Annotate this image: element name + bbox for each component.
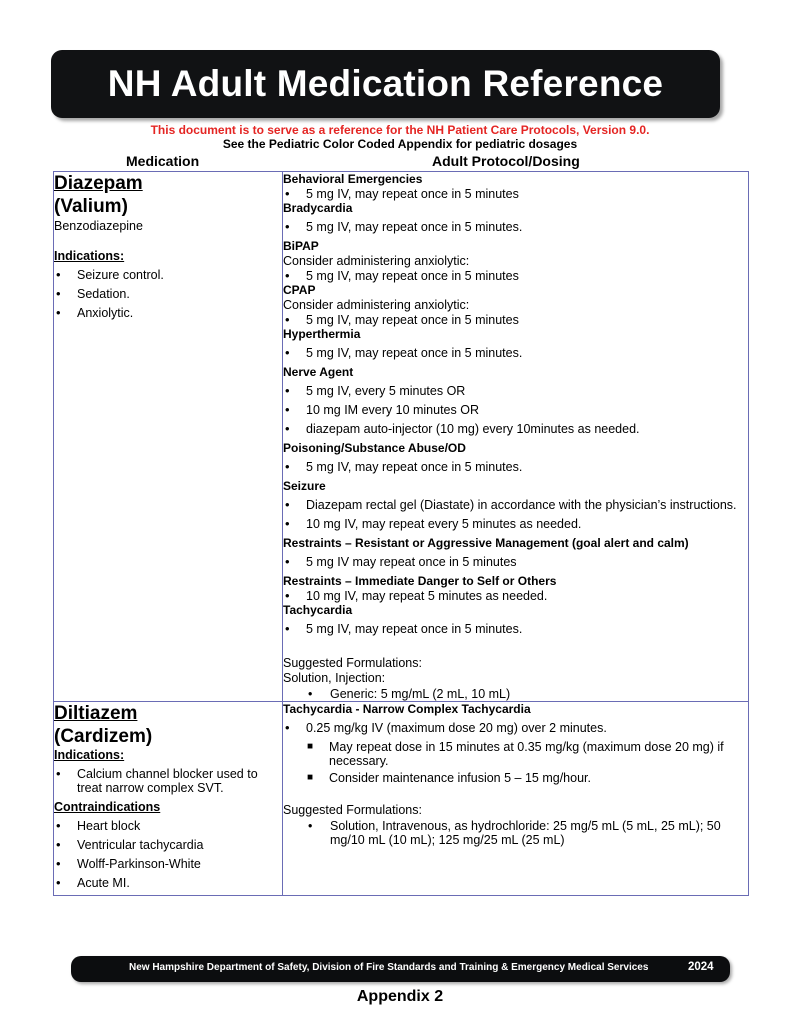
contraindications-list — [54, 819, 282, 890]
list-item: • 5 mg IV, may repeat once in 5 minutes. — [283, 220, 748, 234]
footer-text: New Hampshire Department of Safety, Division of Fire Standards and Training & Emergency Medical Services — [129, 962, 649, 973]
list-item: • Sedation. — [54, 287, 282, 301]
indications-list — [54, 767, 282, 795]
formulation-list — [283, 687, 748, 701]
protocol-heading: Hyperthermia — [283, 327, 361, 341]
list-item: • 5 mg IV, may repeat once in 5 minutes — [283, 313, 748, 327]
diazepam-protocol-cell — [283, 172, 749, 702]
sub-dose-list — [283, 740, 748, 785]
pediatric-note: See the Pediatric Color Coded Appendix for pediatric dosages — [222, 137, 578, 151]
dose-list — [283, 721, 748, 735]
list-item: • 5 mg IV, may repeat once in 5 minutes. — [283, 460, 748, 474]
list-item: • 5 mg IV, may repeat once in 5 minutes — [283, 269, 748, 283]
table-row-diazepam — [54, 172, 749, 702]
title-banner — [51, 50, 720, 118]
list-item: • Calcium channel blocker used to treat narrow complex SVT. — [54, 767, 282, 795]
dose-list — [283, 384, 748, 436]
list-item: • Generic: 5 mg/mL (2 mL, 10 mL) — [306, 687, 748, 701]
table-row-diltiazem — [54, 702, 749, 896]
drug-name: Diazepam — [54, 173, 143, 194]
indications-heading: Indications: — [54, 748, 125, 762]
protocol-heading: Restraints – Immediate Danger to Self or Others — [283, 574, 557, 588]
list-item: • Diazepam rectal gel (Diastate) in accordance with the physician’s instructions. — [283, 498, 748, 512]
list-item: ■ Consider maintenance infusion 5 – 15 mg/hour. — [306, 771, 748, 785]
list-item: • Heart block — [54, 819, 282, 833]
list-item: • 10 mg IV, may repeat 5 minutes as needed. — [283, 589, 748, 603]
dose-list — [283, 346, 748, 360]
dose-list — [283, 313, 748, 327]
protocol-heading: Behavioral Emergencies — [283, 172, 423, 186]
drug-brand: (Cardizem) — [54, 726, 153, 747]
list-item: • 0.25 mg/kg IV (maximum dose 20 mg) over 2 minutes. — [283, 721, 748, 735]
drug-brand: (Valium) — [54, 196, 128, 217]
dose-list — [283, 589, 748, 603]
list-item: • 10 mg IV, may repeat every 5 minutes as needed. — [283, 517, 748, 531]
drug-class: Benzodiazepine — [54, 219, 143, 233]
list-item: ■ May repeat dose in 15 minutes at 0.35 mg/kg (maximum dose 20 mg) if necessary. — [306, 740, 748, 768]
list-item: • Solution, Intravenous, as hydrochloride: 25 mg/5 mL (5 mL, 25 mL); 50 mg/10 mL (10 mL); 125 mg/25 mL (25 mL) — [306, 819, 748, 847]
protocol-note: Consider administering anxiolytic: — [283, 298, 470, 312]
list-item: • Anxiolytic. — [54, 306, 282, 320]
protocol-heading: Bradycardia — [283, 201, 353, 215]
column-header-medication: Medication — [126, 153, 200, 169]
formulations-label: Suggested Formulations: — [283, 803, 422, 817]
protocol-heading: Nerve Agent — [283, 365, 354, 379]
formulation-list — [283, 819, 748, 847]
contraindications-heading: Contraindications — [54, 800, 161, 814]
protocol-heading: Restraints – Resistant or Aggressive Management (goal alert and calm) — [283, 536, 689, 550]
protocol-heading: CPAP — [283, 283, 316, 297]
list-item: • 5 mg IV, may repeat once in 5 minutes. — [283, 346, 748, 360]
list-item: • 5 mg IV, may repeat once in 5 minutes — [283, 187, 748, 201]
list-item: • 10 mg IM every 10 minutes OR — [283, 403, 748, 417]
list-item: • 5 mg IV, may repeat once in 5 minutes. — [283, 622, 748, 636]
dose-list — [283, 187, 748, 201]
protocol-note: Consider administering anxiolytic: — [283, 254, 470, 268]
dose-list — [283, 220, 748, 234]
page-title: NH Adult Medication Reference — [107, 63, 664, 104]
indications-heading: Indications: — [54, 249, 125, 263]
dose-list — [283, 498, 748, 531]
protocol-heading: Seizure — [283, 479, 326, 493]
footer-year: 2024 — [688, 961, 714, 973]
formulations-label: Suggested Formulations: — [283, 656, 422, 670]
appendix-label: Appendix 2 — [356, 988, 444, 1005]
list-item: • Seizure control. — [54, 268, 282, 282]
dose-list — [283, 460, 748, 474]
protocol-heading: Poisoning/Substance Abuse/OD — [283, 441, 466, 455]
drug-name: Diltiazem — [54, 703, 138, 724]
diltiazem-protocol-cell — [283, 702, 749, 896]
diltiazem-info-cell — [54, 702, 283, 896]
dose-list — [283, 622, 748, 636]
diazepam-info-cell — [54, 172, 283, 702]
column-header-protocol: Adult Protocol/Dosing — [432, 153, 580, 169]
list-item: • diazepam auto-injector (10 mg) every 10minutes as needed. — [283, 422, 748, 436]
medication-table — [53, 171, 749, 896]
formulation-type: Solution, Injection: — [283, 671, 386, 685]
protocol-heading: Tachycardia - Narrow Complex Tachycardia — [283, 702, 531, 716]
reference-note: This document is to serve as a reference for the NH Patient Care Protocols, Version 9.0. — [150, 123, 650, 137]
dose-list — [283, 555, 748, 569]
footer-banner — [71, 956, 730, 982]
list-item: • 5 mg IV may repeat once in 5 minutes — [283, 555, 748, 569]
protocol-heading: Tachycardia — [283, 603, 353, 617]
list-item: • Wolff-Parkinson-White — [54, 857, 282, 871]
list-item: • Acute MI. — [54, 876, 282, 890]
list-item: • 5 mg IV, every 5 minutes OR — [283, 384, 748, 398]
protocol-heading: BiPAP — [283, 239, 319, 253]
dose-list — [283, 269, 748, 283]
indications-list — [54, 268, 282, 320]
list-item: • Ventricular tachycardia — [54, 838, 282, 852]
